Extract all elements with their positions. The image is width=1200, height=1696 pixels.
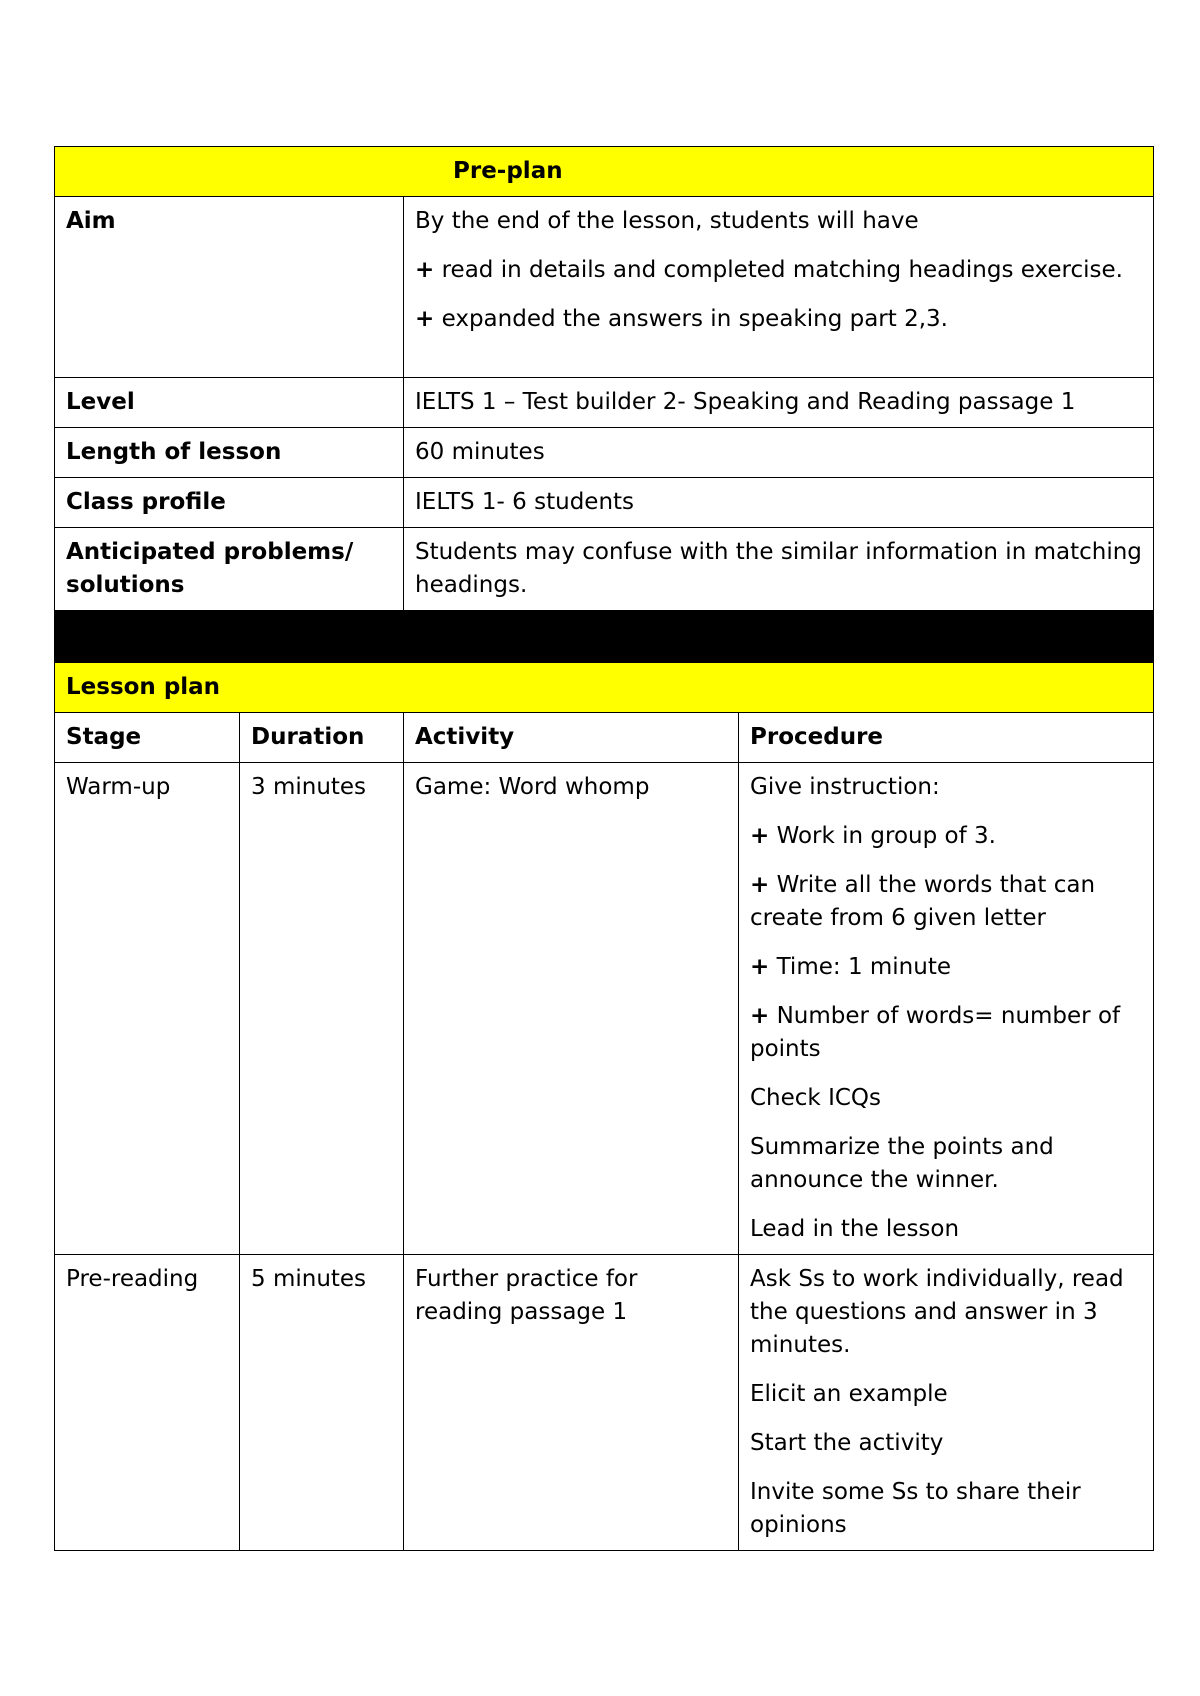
table-row — [55, 763, 1154, 1255]
procedure-item: Ask Ss to work individually, read the questions and answer in 3 minutes. — [750, 1266, 1124, 1358]
class-profile-value-cell — [404, 478, 1154, 528]
procedure-cell — [739, 1255, 1154, 1551]
stage-cell: Pre-reading — [55, 1255, 240, 1551]
procedure-item: Elicit an example — [750, 1381, 948, 1407]
plus-icon: + — [750, 954, 770, 980]
procedure-item: Check ICQs — [750, 1085, 881, 1111]
activity-cell: Game: Word whomp — [404, 763, 739, 1255]
aim-value-cell — [404, 197, 1154, 378]
plus-icon: + — [415, 257, 435, 283]
length-label: Length of lesson — [66, 439, 282, 465]
procedure-item: Start the activity — [750, 1430, 944, 1456]
class-profile-label: Class profile — [66, 489, 226, 515]
class-profile-label-cell — [55, 478, 404, 528]
header-stage: Stage — [55, 713, 240, 763]
aim-point-1: + read in details and completed matching headings exercise. — [415, 257, 1123, 283]
level-value-cell — [404, 378, 1154, 428]
class-profile-value: IELTS 1- 6 students — [415, 489, 635, 515]
preplan-title-cell — [55, 147, 1154, 197]
problems-value: Students may confuse with the similar information in matching headings. — [415, 539, 1142, 598]
lesson-plan-table — [54, 146, 1154, 1551]
table-row — [55, 1255, 1154, 1551]
stage-cell: Warm-up — [55, 763, 240, 1255]
header-duration: Duration — [240, 713, 404, 763]
level-label-cell — [55, 378, 404, 428]
duration-cell: 5 minutes — [240, 1255, 404, 1551]
length-value-cell — [404, 428, 1154, 478]
aim-point-2: + expanded the answers in speaking part 2,3. — [415, 306, 948, 332]
plus-icon: + — [415, 306, 435, 332]
procedure-item: + Number of words= number of points — [750, 1003, 1121, 1062]
procedure-item: Give instruction: — [750, 774, 940, 800]
procedure-item: Lead in the lesson — [750, 1216, 960, 1242]
section-divider — [55, 611, 1154, 663]
lesson-plan-title: Lesson plan — [66, 674, 221, 700]
preplan-title: Pre-plan — [453, 158, 563, 184]
level-value: IELTS 1 – Test builder 2- Speaking and Reading passage 1 — [415, 389, 1076, 415]
procedure-item: Summarize the points and announce the winner. — [750, 1134, 1054, 1193]
problems-label: Anticipated problems/ solutions — [66, 539, 354, 598]
aim-intro: By the end of the lesson, students will have — [415, 208, 919, 234]
header-activity: Activity — [404, 713, 739, 763]
problems-label-cell — [55, 528, 404, 611]
aim-label: Aim — [66, 208, 116, 234]
lesson-plan-title-cell — [55, 663, 1154, 713]
header-procedure: Procedure — [739, 713, 1154, 763]
length-value: 60 minutes — [415, 439, 545, 465]
aim-label-cell — [55, 197, 404, 378]
procedure-item: + Time: 1 minute — [750, 954, 952, 980]
plus-icon: + — [750, 823, 770, 849]
plus-icon: + — [750, 872, 770, 898]
length-label-cell — [55, 428, 404, 478]
procedure-item: + Work in group of 3. — [750, 823, 996, 849]
procedure-item: + Write all the words that can create from 6 given letter — [750, 872, 1096, 931]
procedure-item: Invite some Ss to share their opinions — [750, 1479, 1081, 1538]
duration-cell: 3 minutes — [240, 763, 404, 1255]
level-label: Level — [66, 389, 135, 415]
activity-cell: Further practice for reading passage 1 — [404, 1255, 739, 1551]
plus-icon: + — [750, 1003, 770, 1029]
problems-value-cell — [404, 528, 1154, 611]
procedure-cell — [739, 763, 1154, 1255]
